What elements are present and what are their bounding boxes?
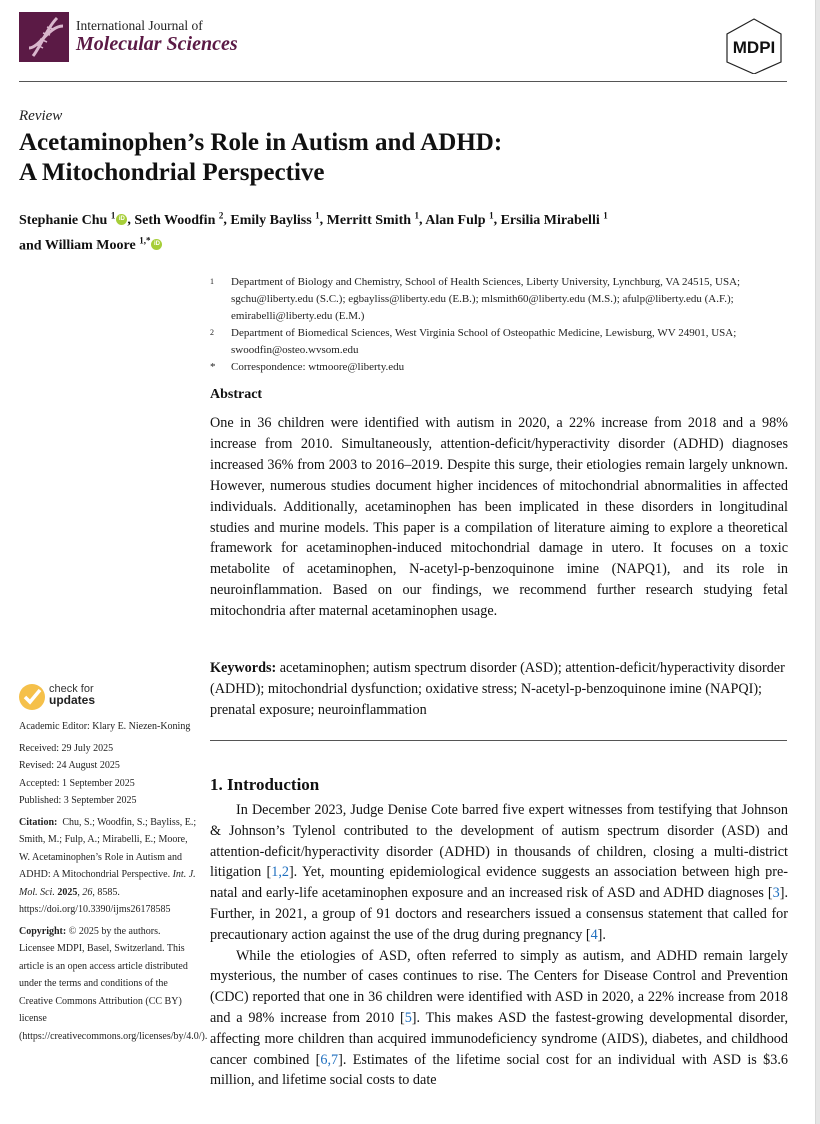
checkmark-icon — [19, 684, 45, 710]
journal-name-line1: International Journal of — [76, 18, 203, 33]
keywords — [210, 658, 788, 721]
introduction-heading: 1. Introduction — [210, 775, 320, 794]
citation-link[interactable]: 5 — [404, 1009, 412, 1026]
article-info-sidebar — [19, 683, 208, 1045]
paragraph: In December 2023, Judge Denise Cote barred five expert witnesses from testifying that Johnson & Johnson’s Tylenol contributed to the development of autism spectrum disorder (ASD) and attention-deficit/hyperactivity disorder (ADHD) in thousands of children, closing a multi-district litigation [1,2]. Yet, mounting epidemiological evidence suggests an association between high pre-natal and early-life acetaminophen exposure and an increased risk of ASD and ADHD diagnoses [3]. Further, in 2021, a group of 91 doctors and researchers issued a consensus statement that called for precautionary action against the use of the drug during pregnancy [4]. — [210, 802, 788, 943]
orcid-icon[interactable]: iD — [116, 214, 127, 225]
introduction-body — [210, 800, 788, 1091]
dna-helix-icon — [19, 12, 69, 62]
and-word: and — [19, 238, 42, 254]
journal-name — [76, 18, 238, 55]
abstract-heading: Abstract — [210, 387, 263, 402]
journal-header — [19, 12, 789, 72]
svg-text:MDPI: MDPI — [732, 38, 776, 57]
citation: Citation: Chu, S.; Woodfin, S.; Bayliss, E.; Smith, M.; Fulp, A.; Mirabelli, E.; Moore, W. Acetaminophen’s Role in Autism and ADHD: A Mitochondrial Perspective. Int. J. Mol. Sci. 2025, 26, 8585. https://doi.org/10.3390/ijms26178585 — [19, 816, 197, 915]
check-for-updates-button[interactable]: check for updates — [19, 684, 197, 714]
citation-link[interactable]: 3 — [772, 885, 780, 902]
revised-date: Revised: 24 August 2025 — [19, 760, 120, 771]
author[interactable]: Emily Bayliss $^1$ — [230, 210, 320, 228]
citation-link[interactable]: 6,7 — [320, 1051, 339, 1068]
academic-editor: Academic Editor: Klary E. Niezen-Koning — [19, 721, 191, 732]
author[interactable]: Alan Fulp $^1$ — [425, 210, 494, 228]
orcid-icon[interactable]: iD — [151, 239, 162, 250]
author-list: Stephanie Chu $^1$ iD , Seth Woodfin $^2$, Emily Bayliss $^1$, Merritt Smith $^1$, Alan Fulp $^1$, Ersilia Mirabelli $^1$ and William Moore $^{1,*}$ iD — [19, 210, 608, 254]
title-line1: Acetaminophen’s Role in Autism and ADHD: — [19, 129, 503, 156]
affiliations — [210, 274, 770, 376]
author[interactable]: Merritt Smith $^1$ — [326, 210, 420, 228]
doi-link[interactable]: 8585. https://doi.org/10.3390/ijms26178585 — [19, 886, 171, 915]
affiliation-2: 2 Department of Biomedical Sciences, West Virginia School of Osteopathic Medicine, Lewisburg, WV 24901, USA; swoodfin@osteo.wvsom.edu — [210, 327, 737, 356]
article-type: Review — [19, 108, 63, 124]
header-divider — [19, 81, 787, 82]
received-date: Received: 29 July 2025 — [19, 742, 114, 754]
keywords-label: Keywords: — [210, 660, 277, 676]
published-date: Published: 3 September 2025 — [19, 795, 137, 806]
author[interactable]: Stephanie Chu $^1$ — [19, 210, 116, 228]
title-line2: A Mitochondrial Perspective — [19, 159, 325, 186]
journal-name-line2: Molecular Sciences — [76, 33, 238, 55]
author[interactable]: Ersilia Mirabelli $^1$ — [500, 210, 608, 228]
accepted-date: Accepted: 1 September 2025 — [19, 777, 135, 789]
citation-link[interactable]: 4 — [590, 926, 598, 943]
author[interactable]: Seth Woodfin $^2$ — [134, 210, 224, 228]
page-edge-scrollbar — [815, 0, 820, 1124]
author[interactable]: William Moore $^{1,*}$ — [44, 235, 151, 254]
abstract-text: One in 36 children were identified with autism in 2020, a 22% increase from 2018 and a 98% increase from 2010. Simultaneously, attention-deficit/hyperactivity disorder (ADHD) diagnoses increased 36% from 2003 to 2016–2019. Despite this surge, their etiologies remain largely unknown. However, numerous studies document higher incidences of mitochondrial abnormalities in affected individuals. Additionally, acetaminophen has been implicated in these disorders in longitudinal studies and murine models. This paper is a compilation of literature aiming to explore a theoretical framework for acetaminophen-induced mitochondrial damage in utero. It focuses on a toxic metabolite of acetaminophen, N-acetyl-p-benzoquinone imine (NAPQ1), and its role in neuroinflammation. Based on our findings, we recommend further research studying fetal mitochondria after maternal acetaminophen usage. — [210, 415, 788, 620]
paragraph: While the etiologies of ASD, often referred to simply as autism, and ADHD remain largely mysterious, the number of cases continues to rise. The Centers for Disease Control and Prevention (CDC) reported that one in 36 children were identified with ASD in 2020, a 22% increase from 2018 and a 98% increase from 2010 [5]. This makes ASD the fastest-growing developmental disorder, affecting more children than acquired immunodeficiency syndrome (AIDS), diabetes, and childhood cancer combined [6,7]. Estimates of the lifetime social cost for an individual with ASD is $3.6 million, and lifetime social costs to date — [210, 947, 789, 1089]
mdpi-logo — [723, 16, 785, 74]
article-title — [19, 128, 719, 188]
keywords-text: acetaminophen; autism spectrum disorder (ASD); attention-deficit/hyperactivity disorder (ADHD); mitochondrial dysfunction; oxidative stress; N-acetyl-p-benzoquinone imine (NAPQI); prenatal exposure; neuroinflammation — [210, 660, 785, 718]
citation-link[interactable]: 1,2 — [271, 864, 289, 881]
abstract-divider — [210, 740, 787, 741]
correspondence: * Correspondence: wtmoore@liberty.edu — [210, 361, 405, 373]
copyright: Copyright: © 2025 by the authors. Licensee MDPI, Basel, Switzerland. This article is an open access article distributed under the terms and conditions of the Creative Commons Attribution (CC BY) license (https://creativecommons.org/licenses/by/4.0/). — [19, 925, 208, 1042]
affiliation-1: 1 Department of Biology and Chemistry, School of Health Sciences, Liberty University, Lynchburg, VA 24515, USA; sgchu@liberty.edu (S.C.); egbayliss@liberty.edu (E.B.); mlsmith60@liberty.edu (M.S.); afulp@liberty.edu (A.F.); emirabelli@liberty.edu (E.M.) — [210, 276, 741, 322]
